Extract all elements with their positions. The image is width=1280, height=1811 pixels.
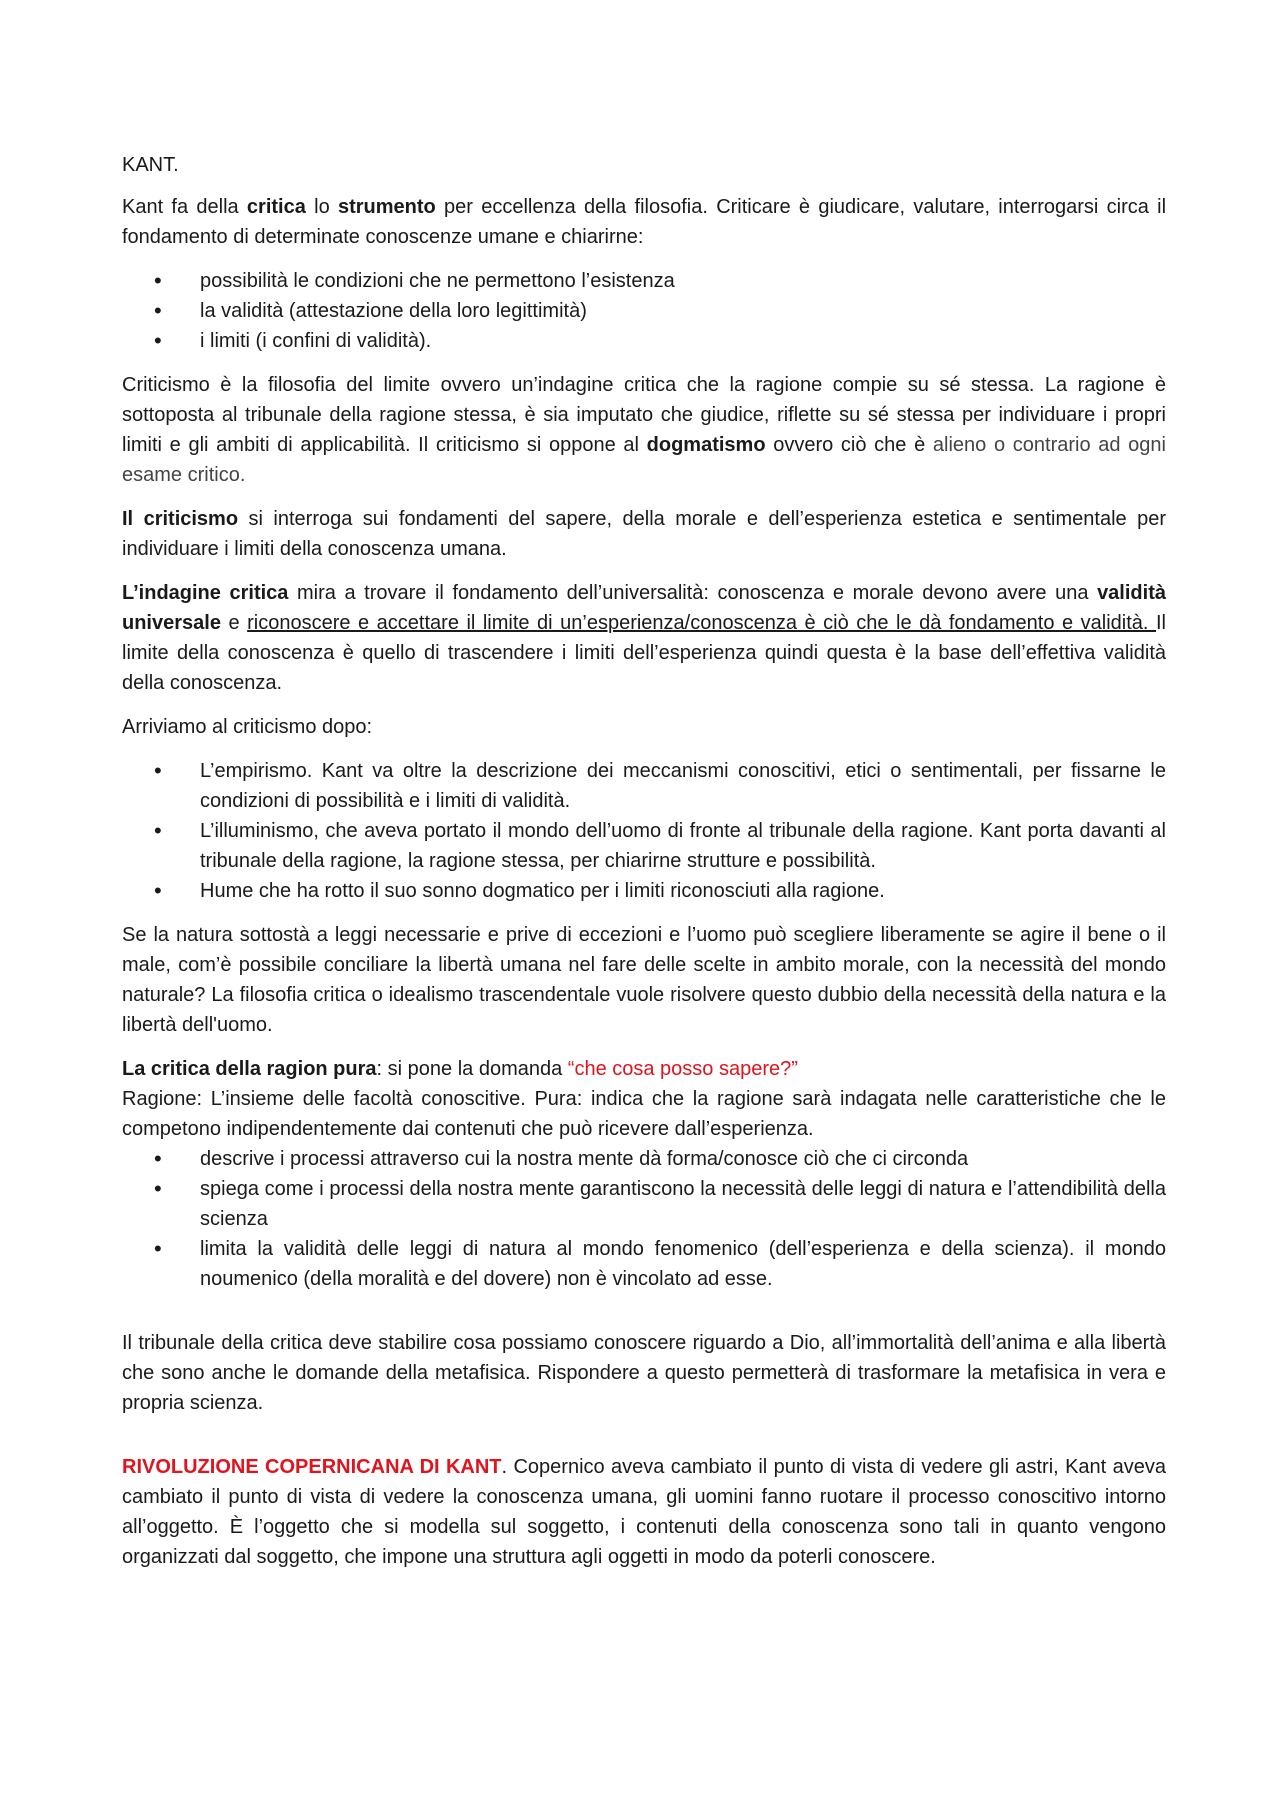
list-item: • L’illuminismo, che aveva portato il mondo dell’uomo di fronte al tribunale della ragione. Kant porta davanti al tribunale della ragione, la ragione stessa, per chiarirne strutture e possibilità.: [200, 816, 1166, 876]
criticismo-fondamenti-paragraph: Il criticismo si interroga sui fondamenti del sapere, della morale e dell’esperienza estetica e sentimentale per individuare i limiti della conoscenza umana.: [122, 508, 1167, 560]
list-item: • Hume che ha rotto il suo sonno dogmatico per i limiti riconosciuti alla ragione.: [200, 876, 1166, 906]
list-item: • possibilità le condizioni che ne permettono l’esistenza: [200, 266, 1166, 296]
intro-paragraph: Kant fa della critica lo strumento per eccellenza della filosofia. Criticare è giudicare, valutare, interrogarsi circa il fondamento di determinate conoscenze umane e chiarirne:: [122, 196, 1167, 248]
spacer: [122, 1432, 1166, 1452]
list-item: • la validità (attestazione della loro legittimità): [200, 296, 1166, 326]
list-item: • descrive i processi attraverso cui la nostra mente dà forma/conosce ciò che ci circonda: [200, 1144, 1166, 1174]
natura-paragraph: Se la natura sottostà a leggi necessarie e prive di eccezioni e l’uomo può scegliere liberamente se agire il bene o il male, com’è possibile conciliare la libertà umana nel fare delle scelte in ambito morale, con la necessità del mondo naturale? La filosofia critica o idealismo trascendentale vuole risolvere questo dubbio della necessità della natura e la libertà dell'uomo.: [122, 924, 1166, 1036]
ragion-pura-heading: La critica della ragion pura: si pone la domanda “che cosa posso sapere?”: [122, 1058, 798, 1080]
bullet-list-ragion-pura: [122, 1144, 1166, 1294]
document-title: KANT.: [122, 154, 179, 176]
list-item: • i limiti (i confini di validità).: [200, 326, 1166, 356]
spacer: [122, 1308, 1166, 1328]
criticismo-paragraph: Criticismo è la filosofia del limite ovvero un’indagine critica che la ragione compie su sé stessa. La ragione è sottoposta al tribunale della ragione stessa, è sia imputato che giudice, riflette su sé stessa per individuare i propri limiti e gli ambiti di applicabilità. Il criticismo si oppone al dogmatismo ovvero ciò che è alieno o contrario ad ogni esame critico.: [122, 374, 1166, 486]
tribunale-paragraph: Il tribunale della critica deve stabilire cosa possiamo conoscere riguardo a Dio, all’immortalità dell’anima e alla libertà che sono anche le domande della metafisica. Rispondere a questo permetterà di trasformare la metafisica in vera e propria scienza.: [122, 1332, 1166, 1414]
list-item: • limita la validità delle leggi di natura al mondo fenomenico (dell’esperienza e della scienza). il mondo noumenico (della moralità e del dovere) non è vincolato ad esse.: [200, 1234, 1166, 1294]
document-page: [122, 150, 1166, 1586]
bullet-list-conditions: [122, 266, 1166, 356]
indagine-critica-paragraph: L’indagine critica mira a trovare il fondamento dell’universalità: conoscenza e morale devono avere una validità universale e riconoscere e accettare il limite di un’esperienza/conoscenza è ciò che le dà fondamento e validità. Il limite della conoscenza è quello di trascendere i limiti dell’esperienza quindi questa è la base dell’effettiva validità della conoscenza.: [122, 582, 1166, 694]
list-item: • L’empirismo. Kant va oltre la descrizione dei meccanismi conoscitivi, etici o sentimentali, per fissarne le condizioni di possibilità e i limiti di validità.: [200, 756, 1166, 816]
list-item: • spiega come i processi della nostra mente garantiscono la necessità delle leggi di natura e l’attendibilità della scienza: [200, 1174, 1166, 1234]
rivoluzione-paragraph: RIVOLUZIONE COPERNICANA DI KANT. Copernico aveva cambiato il punto di vista di vedere gli astri, Kant aveva cambiato il punto di vista di vedere la conoscenza umana, gli uomini fanno ruotare il processo conoscitivo intorno all’oggetto. È l’oggetto che si modella sul soggetto, i contenuti della conoscenza sono tali in quanto vengono organizzati dal soggetto, che impone una struttura agli oggetti in modo da poterli conoscere.: [122, 1456, 1166, 1568]
bullet-list-origins: [122, 756, 1166, 906]
arriviamo-paragraph: Arriviamo al criticismo dopo:: [122, 716, 373, 738]
ragione-definition-paragraph: Ragione: L’insieme delle facoltà conoscitive. Pura: indica che la ragione sarà indagata nelle caratteristiche che le competono indipendentemente dai contenuti che può ricevere dall’esperienza.: [122, 1088, 1166, 1140]
